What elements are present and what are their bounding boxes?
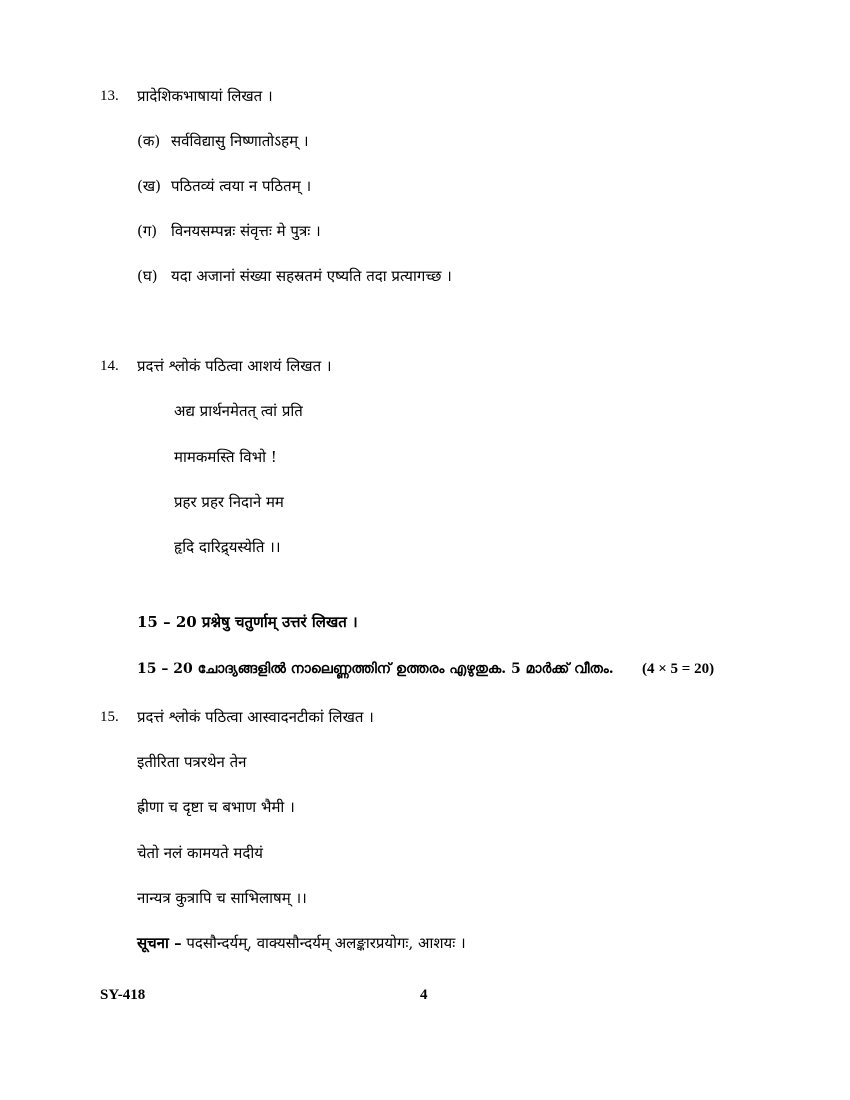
q15-verse-line: नान्यत्र कुत्रापि च साभिलाषम् ।। bbox=[137, 889, 307, 907]
q14-verse-line: मामकमस्ति विभो ! bbox=[174, 448, 277, 466]
q15-hint bbox=[137, 933, 466, 953]
q13-item bbox=[137, 221, 321, 241]
q15-hint-text: पदसौन्दर्यम्, वाक्यसौन्दर्यम् अलङ्कारप्रयोगः, आशयः । bbox=[181, 934, 466, 952]
q13-item-label: (घ) bbox=[137, 267, 158, 285]
q15-verse-line: चेतो नलं कामयते मदीयं bbox=[137, 844, 263, 862]
q13-item-text: विनयसम्पन्नः संवृत्तः मे पुत्रः । bbox=[171, 222, 321, 240]
q15-verse-line: ह्रीणा च दृष्टा च बभाण भैमी । bbox=[137, 798, 295, 816]
paper-code: SY-418 bbox=[100, 987, 146, 1003]
q13-number: 13. bbox=[100, 88, 119, 104]
q14-verse-line: हृदि दारिद्र्यस्येति ।। bbox=[174, 538, 281, 556]
q15-verse-line: इतीरिता पत्ररथेन तेन bbox=[137, 753, 247, 771]
q13-item bbox=[137, 131, 309, 151]
q13-item bbox=[137, 176, 311, 196]
q13-item-label: (ग) bbox=[137, 222, 158, 240]
q13-item bbox=[137, 266, 452, 286]
marks-total: (4 × 5 = 20) bbox=[642, 661, 715, 677]
instruction-sanskrit: 15 – 20 प्रश्नेषु चतुर्णाम् उत्तरं लिखत । bbox=[137, 613, 358, 631]
q14-verse-line: अद्य प्रार्थनमेतत् त्वां प्रति bbox=[174, 402, 303, 420]
q14-number: 14. bbox=[100, 358, 119, 374]
q13-item-label: (क) bbox=[137, 132, 161, 150]
q13-item-text: यदा अजानां संख्या सहस्रतमं एष्यति तदा प्रत्यागच्छ । bbox=[171, 267, 452, 285]
q13-item-label: (ख) bbox=[137, 177, 161, 195]
q13-item-text: सर्वविद्यासु निष्णातोऽहम् । bbox=[171, 132, 309, 150]
q13-item-text: पठितव्यं त्वया न पठितम् । bbox=[171, 177, 312, 195]
q14-title: प्रदत्तं श्लोकं पठित्वा आशयं लिखत । bbox=[137, 357, 332, 375]
q13-title: प्रादेशिकभाषायां लिखत । bbox=[137, 87, 273, 105]
q15-title: प्रदत्तं श्लोकं पठित्वा आस्वादनटीकां लिखत । bbox=[137, 708, 374, 726]
page-number: 4 bbox=[420, 987, 428, 1003]
q14-verse-line: प्रहर प्रहर निदाने मम bbox=[174, 493, 284, 511]
q15-hint-label: सूचना – bbox=[137, 934, 182, 952]
instruction-malayalam-text: 15 – 20 ചോദ്യങ്ങളിൽ നാലെണ്ണത്തിന് ഉത്തരം എഴുതുക. 5 മാർക്ക് വീതം. bbox=[137, 661, 614, 677]
instruction-malayalam bbox=[137, 659, 715, 679]
q15-number: 15. bbox=[100, 709, 119, 725]
